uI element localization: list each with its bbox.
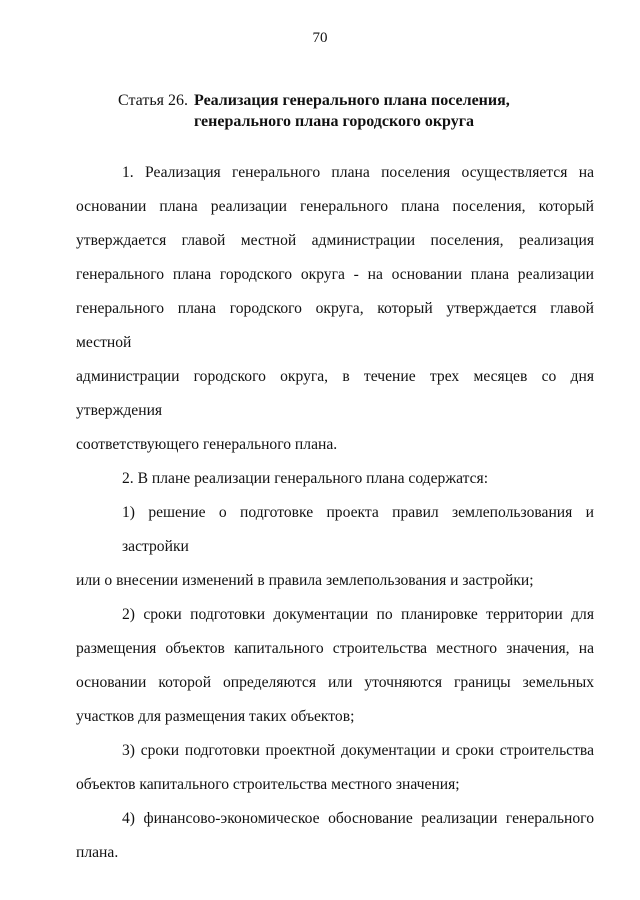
article-title-line-2: генерального плана городского округа bbox=[194, 113, 474, 130]
text-line: 3) сроки подготовки проектной документации и сроки строительства bbox=[122, 742, 594, 759]
text-line: 4) финансово-экономическое обоснование реализации генерального bbox=[122, 810, 594, 827]
text-line: утверждается главой местной администрации поселения, реализация bbox=[76, 232, 594, 249]
text-line: администрации городского округа, в течение трех месяцев со дня утверждения bbox=[76, 368, 594, 419]
text-line: 1) решение о подготовке проекта правил землепользования и застройки bbox=[122, 504, 594, 555]
article-title-line-1: Реализация генерального плана поселения, bbox=[194, 92, 510, 109]
text-line: 2) сроки подготовки документации по планировке территории для bbox=[122, 606, 594, 623]
text-line: участков для размещения таких объектов; bbox=[76, 708, 355, 725]
article-heading bbox=[118, 90, 588, 132]
article-label: Статья 26. bbox=[118, 92, 188, 109]
paragraph-1 bbox=[76, 156, 594, 462]
article-body bbox=[76, 156, 594, 870]
text-line: 1. Реализация генерального плана поселения осуществляется на bbox=[122, 164, 594, 181]
list-item-2 bbox=[76, 598, 594, 734]
text-line: 2. В плане реализации генерального плана содержатся: bbox=[122, 470, 489, 487]
list-item-4 bbox=[76, 802, 594, 870]
list-item-1 bbox=[76, 496, 594, 598]
paragraph-2 bbox=[76, 462, 594, 496]
text-line: основании плана реализации генерального плана поселения, который bbox=[76, 198, 594, 215]
heading-line-1 bbox=[118, 90, 588, 111]
text-line: основании которой определяются или уточняются границы земельных bbox=[76, 674, 594, 691]
text-line: объектов капитального строительства местного значения; bbox=[76, 776, 460, 793]
list-item-3 bbox=[76, 734, 594, 802]
text-line: размещения объектов капитального строительства местного значения, на bbox=[76, 640, 594, 657]
page-number: 70 bbox=[312, 30, 328, 46]
text-line: соответствующего генерального плана. bbox=[76, 436, 338, 453]
text-line: или о внесении изменений в правила землепользования и застройки; bbox=[76, 572, 534, 589]
text-line: плана. bbox=[76, 844, 119, 861]
text-line: генерального плана городского округа - на основании плана реализации bbox=[76, 266, 594, 283]
text-line: генерального плана городского округа, который утверждается главой местной bbox=[76, 300, 594, 351]
